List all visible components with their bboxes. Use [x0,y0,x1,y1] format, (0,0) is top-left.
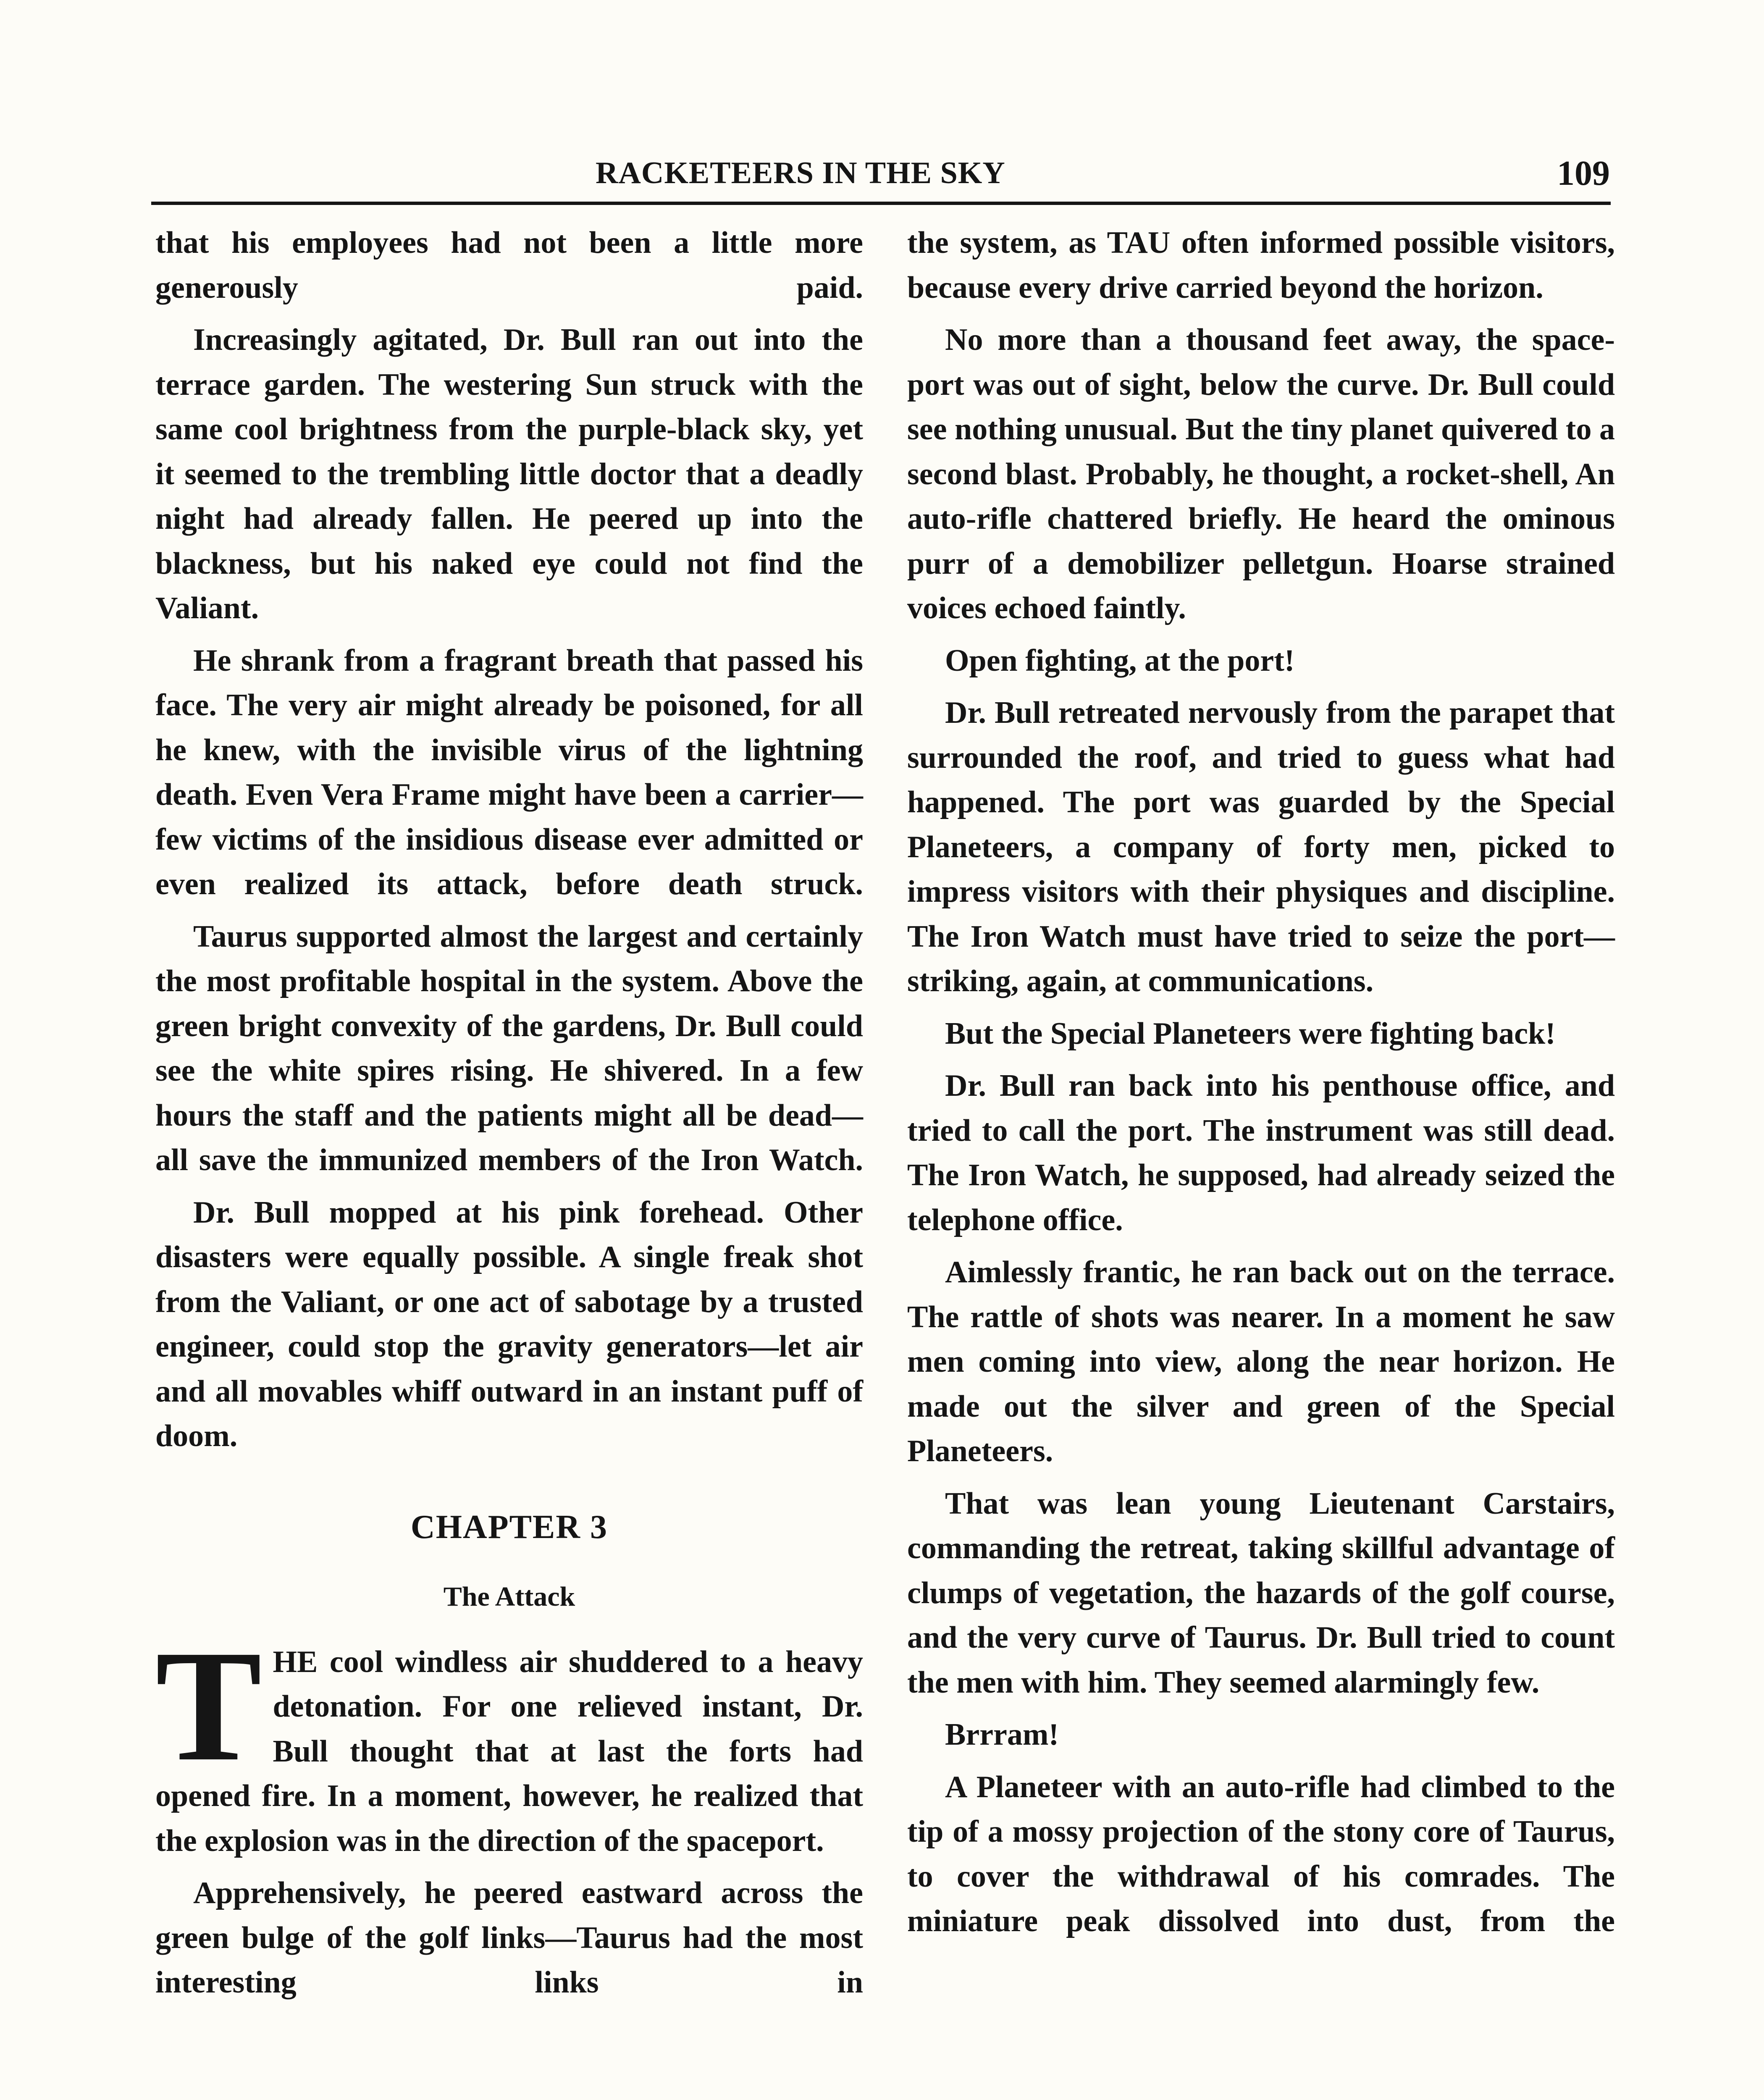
running-header [155,152,1610,198]
paragraph: that his employees had not been a little more generously paid. [155,226,863,305]
paragraph: Taurus supported almost the largest and certainly the most profitable hospital in the system. Above the green bright convexity of the gardens, Dr. Bull could see the white spires rising. He shivered. In a few hours the staff and the patients might all be dead—all save the immunized members of the Iron Watch. [155,919,863,1177]
chapter-opening-text: HE cool windless air shuddered to a heavy detonation. For one relieved instant, Dr. Bull thought that at last the forts had opened fire. In a moment, however, he realized that the explosion was in the direction of the spaceport. [155,1644,863,1858]
paragraph: Brrram! [945,1717,1059,1752]
chapter-subtitle: The Attack [443,1581,575,1612]
left-column [155,220,863,2013]
page-number: 109 [1557,154,1610,193]
paragraph: That was lean young Lieutenant Carstairs, commanding the retreat, taking skillful advantage of clumps of vegetation, the hazards of the golf course, and the very curve of Taurus. Dr. Bull tried to count the men with him. They seemed alarmingly few. [907,1486,1615,1700]
paragraph: the system, as TAU often informed possible visitors, because every drive carried beyond the horizon. [907,226,1615,305]
header-rule [151,202,1611,205]
drop-cap: T [155,1617,262,1794]
paragraph: Open fighting, at the port! [945,643,1295,678]
paragraph: Dr. Bull retreated nervously from the parapet that surrounded the roof, and tried to guess what had happened. The port was guarded by the Special Planeteers, a company of forty men, picked to impress visitors with their physiques and discipline. The Iron Watch must have tried to seize the port—striking, again, at communications. [907,696,1615,998]
paragraph: Aimlessly frantic, he ran back out on the terrace. The rattle of shots was nearer. In a moment he saw men coming into view, along the near horizon. He made out the silver and green of the Special Planeteers. [907,1255,1615,1468]
paragraph: But the Special Planeteers were fighting back! [945,1016,1556,1051]
paragraph: Increasingly agitated, Dr. Bull ran out into the terrace garden. The westering Sun struck with the same cool brightness from the purple-black sky, yet it seemed to the trembling little doctor that a deadly night had already fallen. He peered up into the blackness, but his naked eye could not find the Valiant. [155,323,863,625]
right-column [907,220,1615,1951]
paragraph: He shrank from a fragrant breath that passed his face. The very air might already be poisoned, for all he knew, with the invisible virus of the lightning death. Even Vera Frame might have been a carrier—few victims of the insidious disease ever admitted or even realized its attack, before death struck. [155,643,863,901]
chapter-opening-paragraph [155,1617,863,1864]
paragraph: A Planeteer with an auto-rifle had climbed to the tip of a mossy projection of the stony core of Taurus, to cover the withdrawal of his comrades. The miniature peak dissolved into dust, from the [907,1769,1615,1938]
chapter-title: CHAPTER 3 [410,1508,608,1546]
paragraph: Apprehensively, he peered eastward across the green bulge of the golf links—Taurus had the most interesting links in [155,1876,863,2000]
paragraph: No more than a thousand feet away, the space-port was out of sight, below the curve. Dr. Bull could see nothing unusual. But the tiny planet quivered to a second blast. Probably, he thought, a rocket-shell, An auto-rifle chattered briefly. He heard the ominous purr of a demobilizer pelletgun. Hoarse strained voices echoed faintly. [907,323,1615,625]
paragraph: Dr. Bull mopped at his pink forehead. Other disasters were equally possible. A single freak shot from the Valiant, or one act of sabotage by a trusted engineer, could stop the gravity generators—let air and all movables whiff outward in an instant puff of doom. [155,1195,863,1453]
paragraph: Dr. Bull ran back into his penthouse office, and tried to call the port. The instrument was still dead. The Iron Watch, he supposed, had already seized the telephone office. [907,1068,1615,1237]
running-title: RACKETEERS IN THE SKY [596,156,1005,190]
